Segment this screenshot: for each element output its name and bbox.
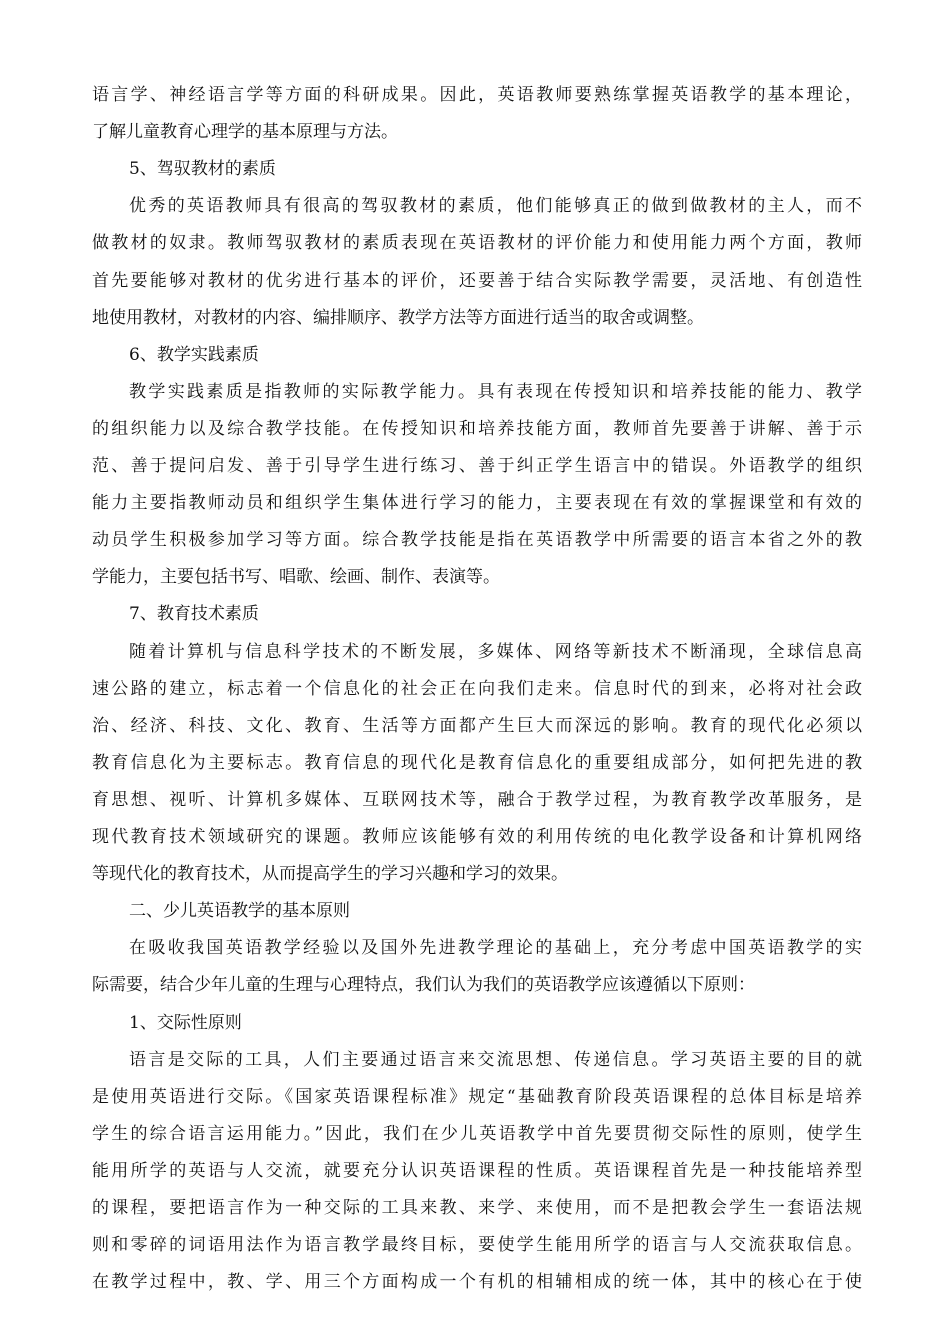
- text-line: 动员学生积极参加学习等方面。综合教学技能是指在英语教学中所需要的语言本省之外的教: [92, 530, 862, 551]
- text-line: 在教学过程中，教、学、用三个方面构成一个有机的相辅相成的统一体，其中的核心在于使: [92, 1272, 862, 1293]
- text-line: 7、教育技术素质: [129, 604, 259, 625]
- text-line: 1、交际性原则: [129, 1012, 242, 1033]
- text-line: 的组织能力以及综合教学技能。在传授知识和培养技能方面，教师首先要善于讲解、善于示: [92, 418, 862, 439]
- text-line: 教学实践素质是指教师的实际教学能力。具有表现在传授知识和培养技能的能力、教学: [129, 381, 862, 402]
- text-line: 优秀的英语教师具有很高的驾驭教材的素质，他们能够真正的做到做教材的主人，而不: [129, 196, 862, 217]
- text-line: 际需要，结合少年儿童的生理与心理特点，我们认为我们的英语教学应该遵循以下原则：: [92, 975, 755, 996]
- text-line: 现代教育技术领域研究的课题。教师应该能够有效的利用传统的电化教学设备和计算机网络: [92, 827, 862, 847]
- text-line: 能用所学的英语与人交流，就要充分认识英语课程的性质。英语课程首先是一种技能培养型: [92, 1160, 862, 1181]
- text-line: 能力主要指教师动员和组织学生集体进行学习的能力，主要表现在有效的掌握课堂和有效的: [92, 493, 862, 514]
- text-line: 随着计算机与信息科学技术的不断发展，多媒体、网络等新技术不断涌现，全球信息高: [129, 641, 862, 662]
- text-line: 语言是交际的工具，人们主要通过语言来交流思想、传递信息。学习英语主要的目的就: [129, 1049, 862, 1070]
- text-line: 则和零碎的词语用法作为语言教学最终目标，要使学生能用所学的语言与人交流获取信息。: [92, 1235, 862, 1256]
- text-line: 治、经济、科技、文化、教育、生活等方面都产生巨大而深远的影响。教育的现代化必须以: [92, 715, 862, 736]
- text-line: 5、驾驭教材的素质: [129, 159, 276, 180]
- text-line: 的课程，要把语言作为一种交际的工具来教、来学、来使用，而不是把教会学生一套语法规: [92, 1198, 862, 1218]
- text-line: 是使用英语进行交际。《国家英语课程标准》规定“基础教育阶段英语课程的总体目标是培养: [92, 1086, 862, 1107]
- text-line: 做教材的奴隶。教师驾驭教材的素质表现在英语教材的评价能力和使用能力两个方面，教师: [92, 233, 862, 254]
- text-line: 了解儿童教育心理学的基本原理与方法。: [92, 122, 398, 143]
- text-line: 速公路的建立，标志着一个信息化的社会正在向我们走来。信息时代的到来，必将对社会政: [92, 678, 862, 699]
- text-line: 6、教学实践素质: [129, 344, 259, 365]
- text-line: 首先要能够对教材的优劣进行基本的评价，还要善于结合实际教学需要，灵活地、有创造性: [92, 270, 862, 291]
- text-line: 二、少儿英语教学的基本原则: [129, 901, 350, 922]
- text-line: 学生的综合语言运用能力。”因此，我们在少儿英语教学中首先要贯彻交际性的原则，使学生: [92, 1123, 862, 1144]
- text-line: 地使用教材，对教材的内容、编排顺序、教学方法等方面进行适当的取舍或调整。: [92, 307, 704, 328]
- text-line: 教育信息化为主要标志。教育信息的现代化是教育信息化的重要组成部分，如何把先进的教: [92, 752, 862, 773]
- text-line: 等现代化的教育技术，从而提高学生的学习兴趣和学习的效果。: [92, 864, 568, 885]
- text-line: 范、善于提问启发、善于引导学生进行练习、善于纠正学生语言中的错误。外语教学的组织: [92, 456, 862, 476]
- text-line: 语言学、神经语言学等方面的科研成果。因此，英语教师要熟练掌握英语教学的基本理论，: [92, 85, 862, 105]
- text-line: 在吸收我国英语教学经验以及国外先进教学理论的基础上，充分考虑中国英语教学的实: [129, 938, 862, 959]
- text-line: 学能力，主要包括书写、唱歌、绘画、制作、表演等。: [92, 567, 500, 588]
- text-line: 育思想、视听、计算机多媒体、互联网技术等，融合于教学过程，为教育教学改革服务，是: [92, 789, 862, 810]
